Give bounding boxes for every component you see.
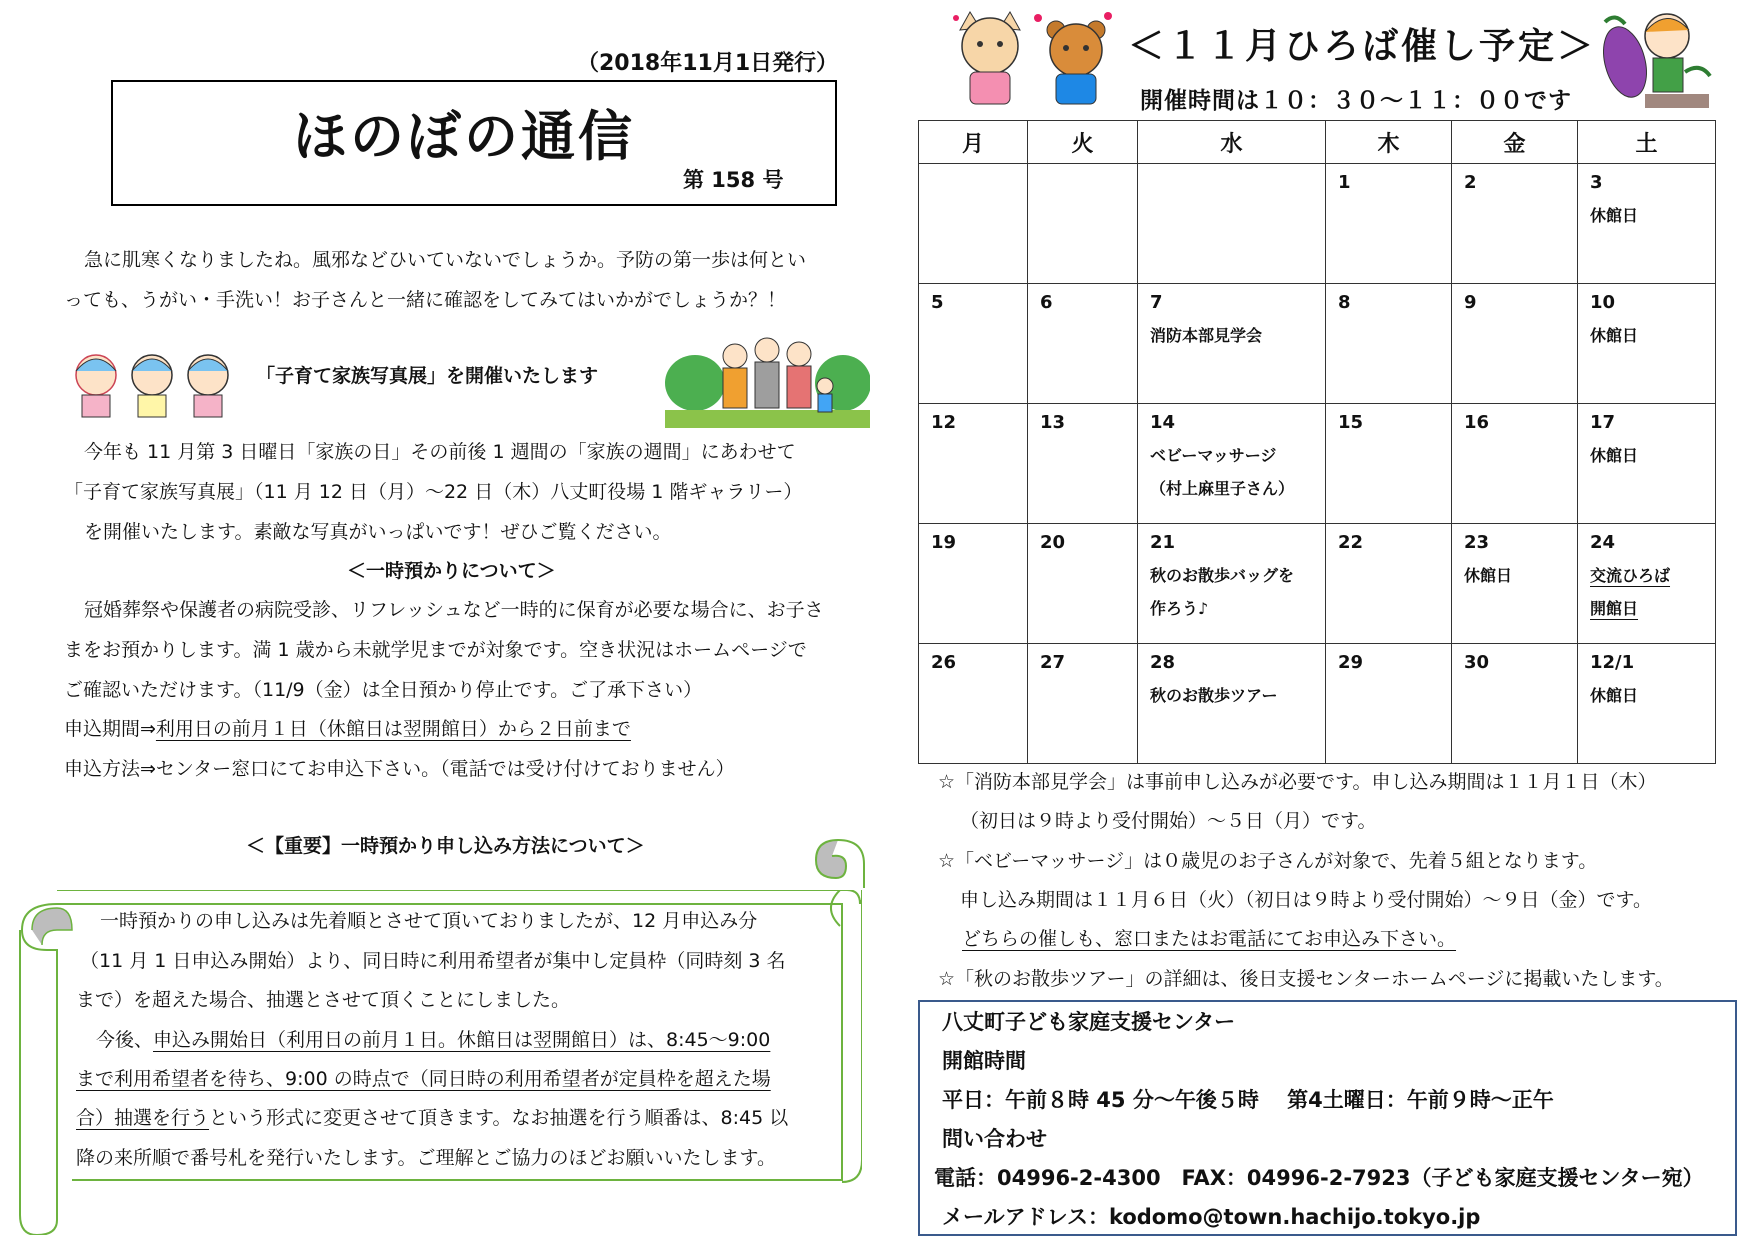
day-number: 3 (1590, 172, 1603, 193)
calendar-day-cell (1326, 284, 1452, 404)
day-number: 7 (1150, 292, 1163, 313)
calendar-day-cell (919, 524, 1028, 644)
calendar-day-cell (1326, 164, 1452, 284)
day-number: 26 (931, 652, 957, 673)
calendar-event: 休館日 (1590, 326, 1639, 345)
calendar-week-row (919, 644, 1716, 764)
weekday-header: 月 (919, 121, 1028, 164)
important-line-7: 降の来所順で番号札を発行いたします。ご理解とご協力のほどお願いいたします。 (76, 1147, 776, 1169)
calendar-day-cell (1138, 524, 1326, 644)
event-time: 開催時間は１０：３０～１１：００です (1140, 88, 1572, 114)
day-number: 9 (1464, 292, 1477, 313)
calendar-event: 交流ひろば (1590, 566, 1671, 585)
calendar-event: 休館日 (1590, 206, 1639, 225)
calendar-day-cell (1138, 284, 1326, 404)
kids-illustration (64, 345, 244, 425)
calendar-day-cell (1028, 164, 1138, 284)
calendar-day-cell (1028, 524, 1138, 644)
kid-2 (132, 355, 172, 417)
important-line-4 (96, 1020, 770, 1060)
day-number: 27 (1040, 652, 1066, 673)
weekday-header: 金 (1452, 121, 1578, 164)
calendar-event-line-2: （村上麻里子さん） (1150, 479, 1295, 498)
day-number: 17 (1590, 412, 1616, 433)
calendar-day-cell (1578, 404, 1716, 524)
calendar-day-cell (1452, 644, 1578, 764)
day-number: 5 (931, 292, 944, 313)
contact-org: 八丈町子ども家庭支援センター (942, 1010, 1236, 1034)
weekday-header: 水 (1138, 121, 1326, 164)
important-line-4-prefix: 今後、 (96, 1029, 154, 1051)
title-box (111, 80, 837, 206)
calendar-day-cell (1326, 644, 1452, 764)
calendar-day-cell (1326, 524, 1452, 644)
day-number: 21 (1150, 532, 1176, 553)
weekday-header-row (919, 121, 1716, 164)
day-number: 14 (1150, 412, 1176, 433)
important-line-6-rest: という形式に変更させて頂きます。なお抽選を行う順番は、8:45 以 (209, 1107, 789, 1129)
important-line-5: まで利用希望者を待ち、9:00 の時点で（同日時の利用希望者が定員枠を超えた場 (76, 1068, 771, 1090)
calendar-day-cell (1578, 164, 1716, 284)
important-line-3: まで）を超えた場合、抽選とさせて頂くことにしました。 (76, 989, 571, 1011)
calendar-event: 休館日 (1590, 446, 1639, 465)
kid-3 (188, 355, 228, 417)
scroll-curl-top (810, 838, 866, 890)
day-number: 13 (1040, 412, 1066, 433)
important-line-1: 一時預かりの申し込みは先着順とさせて頂いておりましたが、12 月申込み分 (100, 910, 758, 932)
issue-date: （2018年11月1日発行） (577, 51, 839, 76)
photo-exhibit-heading: 「子育て家族写真展」を開催いたします (256, 365, 599, 387)
intro-line-2: っても、うがい・手洗い！お子さんと一緒に確認をしてみてはいかがでしょうか？！ (64, 289, 787, 311)
photo-exhibit-line-2: 「子育て家族写真展」（11 月 12 日（月）～22 日（木）八丈町役場 1 階ギャラリー） (64, 481, 803, 503)
raccoon-character (1047, 21, 1105, 104)
calendar-event-line-2: 開館日 (1590, 599, 1639, 618)
calendar-day-cell (1326, 404, 1452, 524)
calendar-event-line-2: 作ろう♪ (1150, 599, 1209, 618)
calendar-day-cell (1138, 164, 1326, 284)
application-period-prefix: 申込期間⇒ (64, 718, 156, 740)
calendar-week-row (919, 284, 1716, 404)
calendar-day-cell (919, 404, 1028, 524)
calendar-day-cell (1138, 644, 1326, 764)
day-number: 12 (931, 412, 957, 433)
note-2-line-1: ☆「ベビーマッサージ」は０歳児のお子さんが対象で、先着５組となります。 (938, 850, 1598, 872)
calendar-day-cell (1452, 524, 1578, 644)
issue-number: 第 158 号 (683, 168, 784, 192)
weekday-header: 木 (1326, 121, 1452, 164)
application-period (64, 709, 631, 749)
day-number: 16 (1464, 412, 1490, 433)
newsletter-title: ほのぼの通信 (293, 105, 635, 168)
childcare-heading: ＜一時預かりについて＞ (347, 560, 556, 582)
event-calendar (918, 120, 1715, 761)
contact-phone: 電話：04996-2-4300 FAX：04996-2-7923（子ども家庭支援センター宛） (934, 1166, 1704, 1190)
calendar-event: 休館日 (1590, 686, 1639, 705)
intro-line-1: 急に肌寒くなりましたね。風邪などひいていないでしょうか。予防の第一歩は何とい (84, 249, 807, 271)
cat-character (960, 12, 1020, 104)
calendar-day-cell (1028, 284, 1138, 404)
weekday-header: 土 (1578, 121, 1716, 164)
calendar-week-row (919, 164, 1716, 284)
application-method: 申込方法⇒センター窓口にてお申込下さい。（電話では受け付けておりません） (64, 758, 735, 780)
day-number: 29 (1338, 652, 1364, 673)
calendar-week-row (919, 524, 1716, 644)
calendar-day-cell (1138, 404, 1326, 524)
childcare-line-2: まをお預かりします。満 1 歳から未就学児までが対象です。空き状況はホームページで (64, 639, 807, 661)
calendar-day-cell (919, 284, 1028, 404)
important-line-6-underlined: 合）抽選を行う (76, 1107, 210, 1129)
calendar-title: ＜１１月ひろば催し予定＞ (1128, 26, 1597, 67)
day-number: 8 (1338, 292, 1351, 313)
day-number: 12/1 (1590, 652, 1635, 673)
calendar-day-cell (1578, 524, 1716, 644)
childcare-line-1: 冠婚葬祭や保護者の病院受診、リフレッシュなど一時的に保育が必要な場合に、お子さ (84, 599, 824, 621)
calendar-day-cell (1028, 404, 1138, 524)
calendar-day-cell (1452, 284, 1578, 404)
day-number: 1 (1338, 172, 1351, 193)
contact-email: メールアドレス：kodomo@town.hachijo.tokyo.jp (942, 1205, 1481, 1229)
weekday-header: 火 (1028, 121, 1138, 164)
important-line-4-underlined: 申込み開始日（利用日の前月１日。休館日は翌開館日）は、8:45～9:00 (153, 1029, 771, 1051)
day-number: 20 (1040, 532, 1066, 553)
contact-box (918, 1000, 1737, 1236)
family-illustration (665, 328, 870, 428)
day-number: 28 (1150, 652, 1176, 673)
day-number: 24 (1590, 532, 1616, 553)
cat-and-raccoon-illustration (948, 8, 1118, 108)
calendar-event: 秋のお散歩ツアー (1150, 686, 1278, 705)
calendar-event: 休館日 (1464, 566, 1513, 585)
day-number: 15 (1338, 412, 1364, 433)
calendar-day-cell (919, 644, 1028, 764)
day-number: 23 (1464, 532, 1490, 553)
day-number: 19 (931, 532, 957, 553)
calendar-table (918, 120, 1716, 764)
calendar-day-cell (1578, 644, 1716, 764)
day-number: 2 (1464, 172, 1477, 193)
childcare-line-3: ご確認いただけます。（11/9（金）は全日預かり停止です。ご了承下さい） (64, 679, 703, 701)
contact-inquiry-label: 問い合わせ (942, 1127, 1047, 1151)
sweet-potato-boy-illustration (1585, 2, 1715, 112)
important-line-2: （11 月 1 日申込み開始）より、同日時に利用希望者が集中し定員枠（同時刻 3 名 (80, 950, 786, 972)
day-number: 6 (1040, 292, 1053, 313)
day-number: 30 (1464, 652, 1490, 673)
contact-hours-label: 開館時間 (942, 1049, 1026, 1073)
day-number: 10 (1590, 292, 1616, 313)
important-heading: ＜【重要】一時預かり申し込み方法について＞ (246, 835, 645, 857)
calendar-event: 秋のお散歩バッグを (1150, 566, 1295, 585)
day-number: 22 (1338, 532, 1364, 553)
photo-exhibit-line-1: 今年も 11 月第 3 日曜日「家族の日」その前後 1 週間の「家族の週間」にあわせて (84, 441, 796, 463)
calendar-day-cell (1452, 164, 1578, 284)
note-1-line-1: ☆「消防本部見学会」は事前申し込みが必要です。申し込み期間は１１月１日（木） (938, 771, 1657, 793)
important-line-6 (76, 1098, 788, 1138)
calendar-day-cell (1452, 404, 1578, 524)
calendar-event: ベビーマッサージ (1150, 446, 1277, 465)
calendar-event: 消防本部見学会 (1150, 326, 1263, 345)
calendar-day-cell (1578, 284, 1716, 404)
contact-hours: 平日：午前８時 45 分～午後５時 第4土曜日：午前９時～正午 (942, 1088, 1554, 1112)
note-2-line-2: 申し込み期間は１１月６日（火）（初日は９時より受付開始）～９日（金）です。 (960, 889, 1652, 911)
note-1-line-2: （初日は９時より受付開始）～５日（月）です。 (960, 810, 1377, 832)
note-2-line-3: どちらの催しも、窓口またはお電話にてお申込み下さい。 (962, 928, 1457, 950)
application-period-text: 利用日の前月１日（休館日は翌開館日）から２日前まで (155, 718, 631, 740)
calendar-day-cell (1028, 644, 1138, 764)
photo-exhibit-line-3: を開催いたします。素敵な写真がいっぱいです！ぜひご覧ください。 (84, 521, 672, 543)
calendar-day-cell (919, 164, 1028, 284)
note-3: ☆「秋のお散歩ツアー」の詳細は、後日支援センターホームページに掲載いたします。 (938, 968, 1674, 990)
kid-1 (76, 355, 116, 417)
calendar-week-row (919, 404, 1716, 524)
calendar-body (919, 164, 1716, 764)
